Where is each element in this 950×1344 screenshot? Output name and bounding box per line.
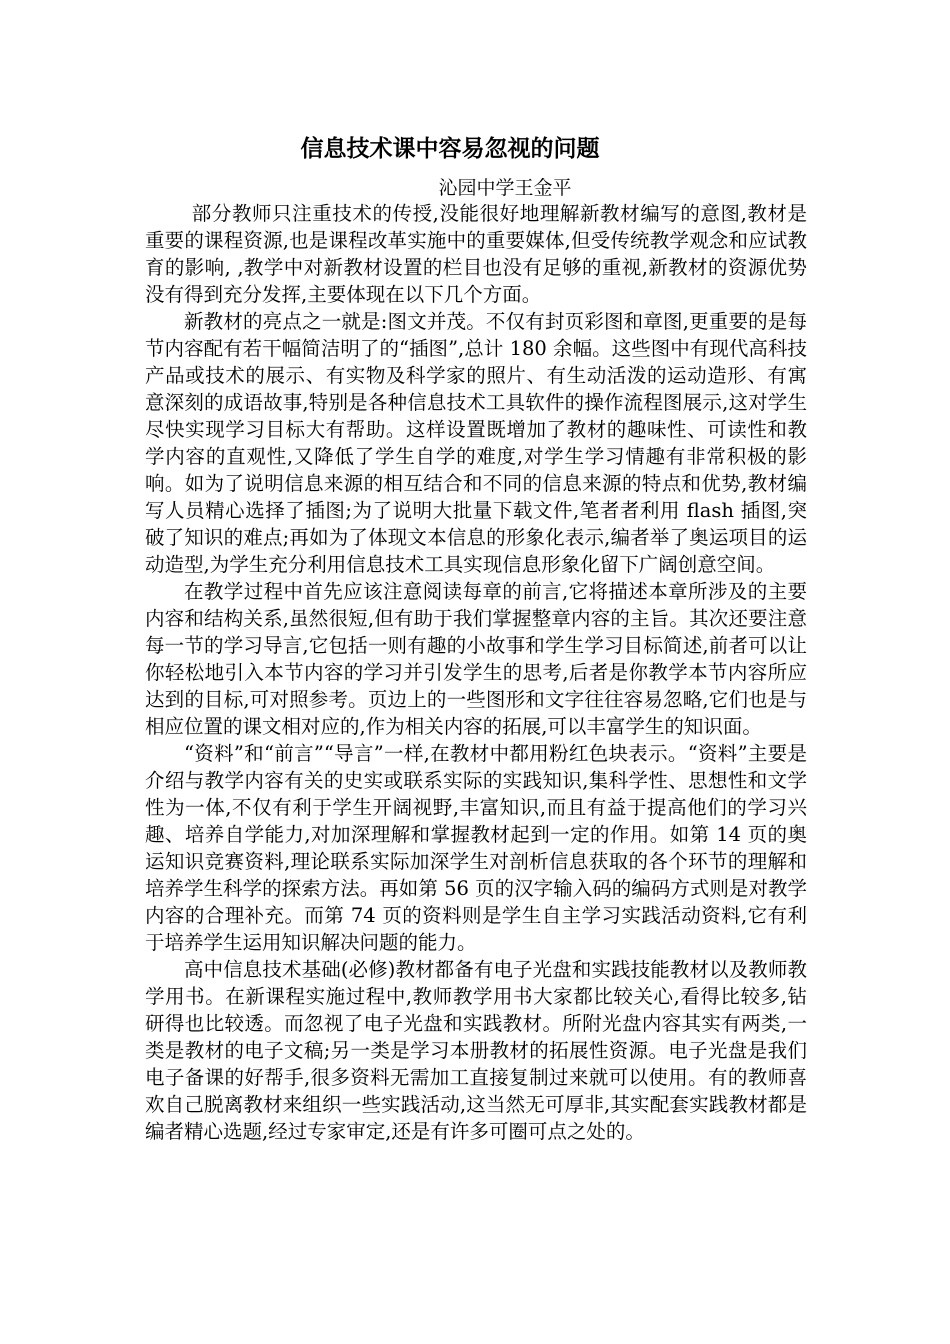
document-title: 信息技术课中容易忽视的问题: [300, 136, 600, 162]
document-body: [145, 200, 807, 1145]
paragraph-1: 部分教师只注重技术的传授,没能很好地理解新教材编写的意图,教材是重要的课程资源,也是课程改革实施中的重要媒体,但受传统教学观念和应试教育的影响, ,教学中对新教材设置的栏目也没有足够的重视,新教材的资源优势没有得到充分发挥,主要体现在以下几个方面。: [145, 202, 807, 306]
paragraph-4: “资料”和“前言”“导言”一样,在教材中都用粉红色块表示。“资料”主要是介绍与教学内容有关的史实或联系实际的实践知识,集科学性、思想性和文学性为一体,不仅有利于学生开阔视野,丰富知识,而且有益于提高他们的学习兴趣、培养自学能力,对加深理解和掌握教材起到一定的作用。如第 14 页的奥运知识竞赛资料,理论联系实际加深学生对剖析信息获取的各个环节的理解和培养学生科学的探索方法。再如第 56 页的汉字输入码的编码方式则是对教学内容的合理补充。而第 74 页的资料则是学生自主学习实践活动资料,它有利于培养学生运用知识解决问题的能力。: [145, 742, 807, 954]
paragraph-2: 新教材的亮点之一就是:图文并茂。不仅有封页彩图和章图,更重要的是每节内容配有若干幅简洁明了的“插图”,总计 180 余幅。这些图中有现代高科技产品或技术的展示、有实物及科学家的照片、有生动活泼的运动造形、有寓意深刻的成语故事,特别是各种信息技术工具软件的操作流程图展示,这对学生尽快实现学习目标大有帮助。这样设置既增加了教材的趣味性、可读性和教学内容的直观性,又降低了学生自学的难度,对学生学习情趣有非常积极的影响。如为了说明信息来源的相互结合和不同的信息来源的特点和优势,教材编写人员精心选择了插图;为了说明大批量下载文件,笔者者利用 flash 插图,突破了知识的难点;再如为了体现文本信息的形象化表示,编者举了奥运项目的运动造型,为学生充分利用信息技术工具实现信息形象化留下广阔创意空间。: [145, 310, 807, 576]
author-line: 沁园中学王金平: [438, 177, 572, 199]
paragraph-3: 在教学过程中首先应该注意阅读每章的前言,它将描述本章所涉及的主要内容和结构关系,虽然很短,但有助于我们掌握整章内容的主旨。其次还要注意每一节的学习导言,它包括一则有趣的小故事和学生学习目标简述,前者可以让你轻松地引入本节内容的学习并引发学生的思考,后者是你教学本节内容所应达到的目标,可对照参考。页边上的一些图形和文字往往容易忽略,它们也是与相应位置的课文相对应的,作为相关内容的拓展,可以丰富学生的知识面。: [145, 580, 807, 738]
paragraph-5: 高中信息技术基础(必修)教材都备有电子光盘和实践技能教材以及教师教学用书。在新课程实施过程中,教师教学用书大家都比较关心,看得比较多,钻研得也比较透。而忽视了电子光盘和实践教材。所附光盘内容其实有两类,一类是教材的电子文稿;另一类是学习本册教材的拓展性资源。电子光盘是我们电子备课的好帮手,很多资料无需加工直接复制过来就可以使用。有的教师喜欢自己脱离教材来组织一些实践活动,这当然无可厚非,其实配套实践教材都是编者精心选题,经过专家审定,还是有许多可圈可点之处的。: [145, 958, 807, 1143]
